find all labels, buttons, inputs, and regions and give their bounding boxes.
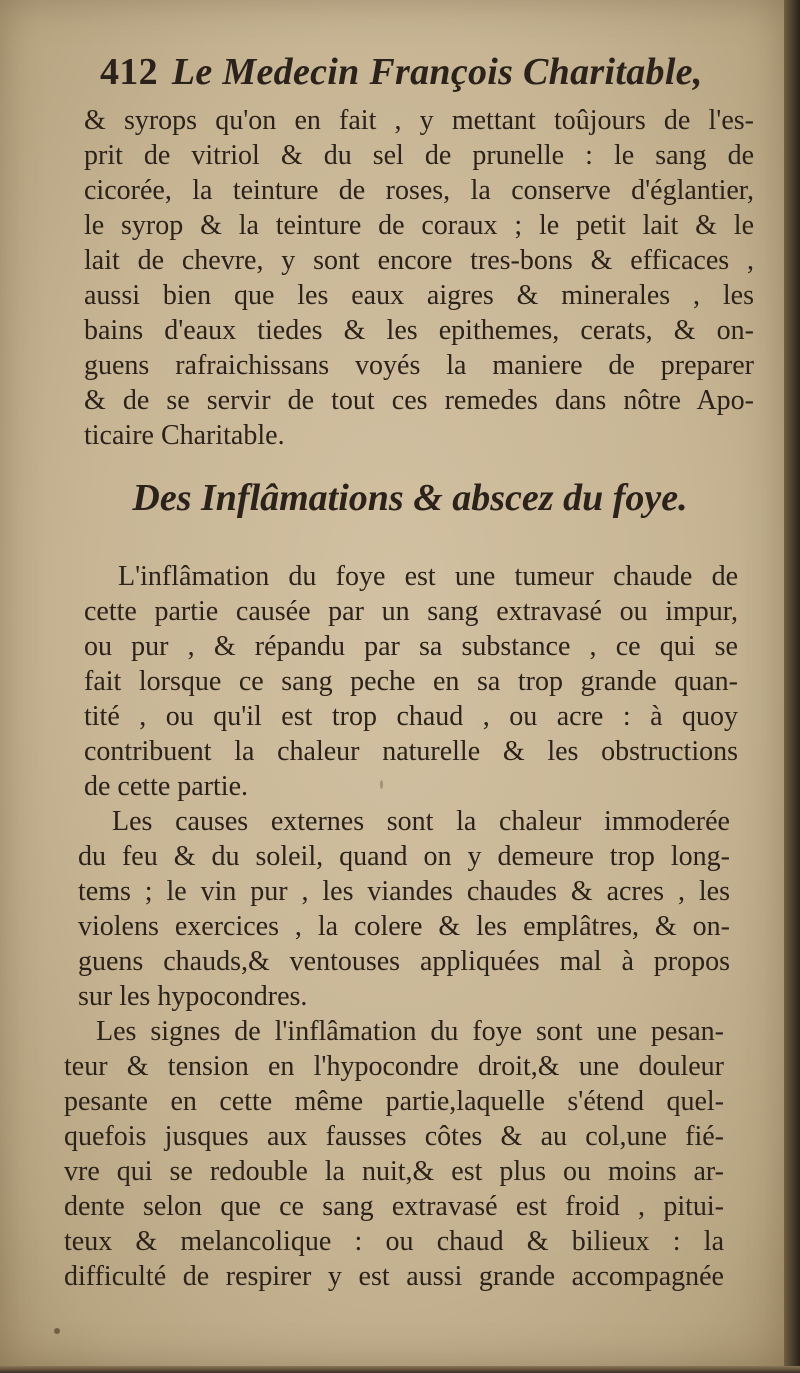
paragraph-first-line: Les causes externes sont la chaleur immoderée (112, 806, 730, 837)
page-number: 412 (100, 51, 158, 93)
text-line: guens chauds,& ventouses appliquées mal à propos (78, 946, 730, 977)
page-header (100, 46, 703, 98)
text-line: du feu & du soleil, quand on y demeure trop long- (78, 841, 730, 872)
text-line: cette partie causée par un sang extravasé ou impur, (84, 596, 738, 627)
text-line: ticaire Charitable. (84, 420, 285, 451)
book-gutter-edge (784, 0, 800, 1373)
paragraph-first-line: L'inflâmation du foye est une tumeur chaude de (118, 561, 738, 592)
text-line: dente selon que ce sang extravasé est froid , pitui- (64, 1191, 724, 1222)
ink-spot (54, 1328, 60, 1334)
text-line: lait de chevre, y sont encore tres-bons & efficaces , (84, 245, 754, 276)
text-line: & syrops qu'on en fait , y mettant toûjours de l'es- (84, 105, 754, 136)
text-line: bains d'eaux tiedes & les epithemes, cerats, & on- (84, 315, 754, 346)
text-line: guens rafraichissans voyés la maniere de preparer (84, 350, 754, 381)
text-line: de cette partie. (84, 771, 249, 802)
section-title: Des Inflâmations & abscez du foye. (132, 477, 688, 519)
ink-spot (380, 780, 383, 789)
text-line: aussi bien que les eaux aigres & minerales , les (84, 280, 754, 311)
text-line: prit de vitriol & du sel de prunelle : le sang de (84, 140, 754, 171)
text-line: contribuent la chaleur naturelle & les obstructions (84, 736, 738, 767)
text-line: teux & melancolique : ou chaud & bilieux : la (64, 1226, 724, 1257)
paragraph-first-line: Les signes de l'inflâmation du foye sont une pesan- (96, 1016, 724, 1047)
text-line: quefois jusques aux fausses côtes & au col,une fié- (64, 1121, 724, 1152)
text-line: difficulté de respirer y est aussi grande accompagnée (64, 1261, 724, 1292)
text-line: fait lorsque ce sang peche en sa trop grande quan- (84, 666, 738, 697)
text-line: teur & tension en l'hypocondre droit,& une douleur (64, 1051, 724, 1082)
text-line: violens exercices , la colere & les emplâtres, & on- (78, 911, 730, 942)
text-line: cicorée, la teinture de roses, la conserve d'églantier, (84, 175, 754, 206)
text-line: tité , ou qu'il est trop chaud , ou acre : à quoy (84, 701, 738, 732)
page-bottom-edge (0, 1366, 800, 1373)
text-line: sur les hypocondres. (78, 981, 308, 1012)
text-line: tems ; le vin pur , les viandes chaudes & acres , les (78, 876, 730, 907)
text-line: ou pur , & répandu par sa substance , ce qui se (84, 631, 738, 662)
text-line: & de se servir de tout ces remedes dans nôtre Apo- (84, 385, 754, 416)
text-line: le syrop & la teinture de coraux ; le petit lait & le (84, 210, 754, 241)
text-line: pesante en cette même partie,laquelle s'étend quel- (64, 1086, 724, 1117)
running-title: Le Medecin François Charitable, (171, 51, 703, 93)
text-line: vre qui se redouble la nuit,& est plus ou moins ar- (64, 1156, 724, 1187)
